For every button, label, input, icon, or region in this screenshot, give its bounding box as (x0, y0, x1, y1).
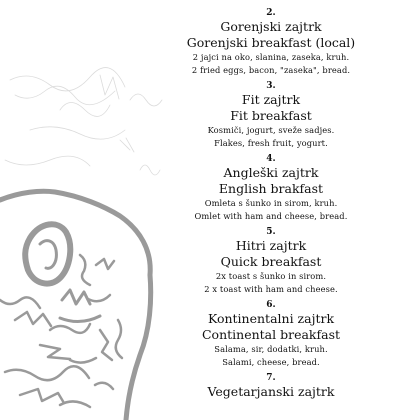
menu-item-name-en: Continental breakfast (201, 327, 341, 342)
menu-item-desc-en: Salami, cheese, bread. (222, 357, 320, 367)
menu-item-name-en: English brakfast (218, 181, 324, 196)
menu-item-number: 5. (266, 227, 276, 237)
menu-item-desc-en: Omlet with ham and cheese, bread. (194, 211, 348, 221)
menu-item-desc-local: Salama, sir, dodatki, kruh. (214, 344, 328, 354)
menu-item-desc-local: Kosmiči, jogurt, sveže sadjes. (207, 125, 335, 135)
menu-item-desc-local: 2x toast s šunko in sirom. (215, 271, 327, 281)
menu-item-number: 7. (266, 373, 276, 383)
menu-item-name-local: Angleški zajtrk (223, 165, 319, 180)
menu-item-number: 3. (266, 81, 276, 91)
menu-item-desc-local: Omleta s šunko in sirom, kruh. (204, 198, 338, 208)
menu-item-desc-en: 2 fried eggs, bacon, "zaseka", bread. (191, 65, 351, 75)
menu-item-name-local: Hitri zajtrk (235, 238, 307, 253)
menu-item-7 (168, 373, 374, 400)
menu-item-desc-en: 2 x toast with ham and cheese. (204, 284, 338, 294)
menu-item-name-en: Fit breakfast (230, 108, 312, 123)
menu-item-number: 2. (266, 8, 276, 18)
menu-item-2 (168, 8, 374, 77)
menu-item-name-en: Quick breakfast (220, 254, 322, 269)
menu-item-name-local: Fit zajtrk (241, 92, 301, 107)
menu-item-name-local: Vegetarjanski zajtrk (207, 384, 335, 399)
menu-item-6 (168, 300, 374, 369)
menu-item-3 (168, 81, 374, 150)
menu-item-desc-local: 2 jajci na oko, slanina, zaseka, kruh. (192, 52, 350, 62)
menu-item-name-local: Kontinentalni zajtrk (207, 311, 335, 326)
menu-item-number: 6. (266, 300, 276, 310)
menu-item-5 (168, 227, 374, 296)
menu-item-number: 4. (266, 154, 276, 164)
menu-item-name-local: Gorenjski zajtrk (220, 19, 322, 34)
breakfast-menu (168, 8, 374, 400)
menu-item-name-en: Gorenjski breakfast (local) (186, 35, 356, 50)
menu-item-desc-en: Flakes, fresh fruit, yogurt. (214, 138, 328, 148)
menu-item-4 (168, 154, 374, 223)
